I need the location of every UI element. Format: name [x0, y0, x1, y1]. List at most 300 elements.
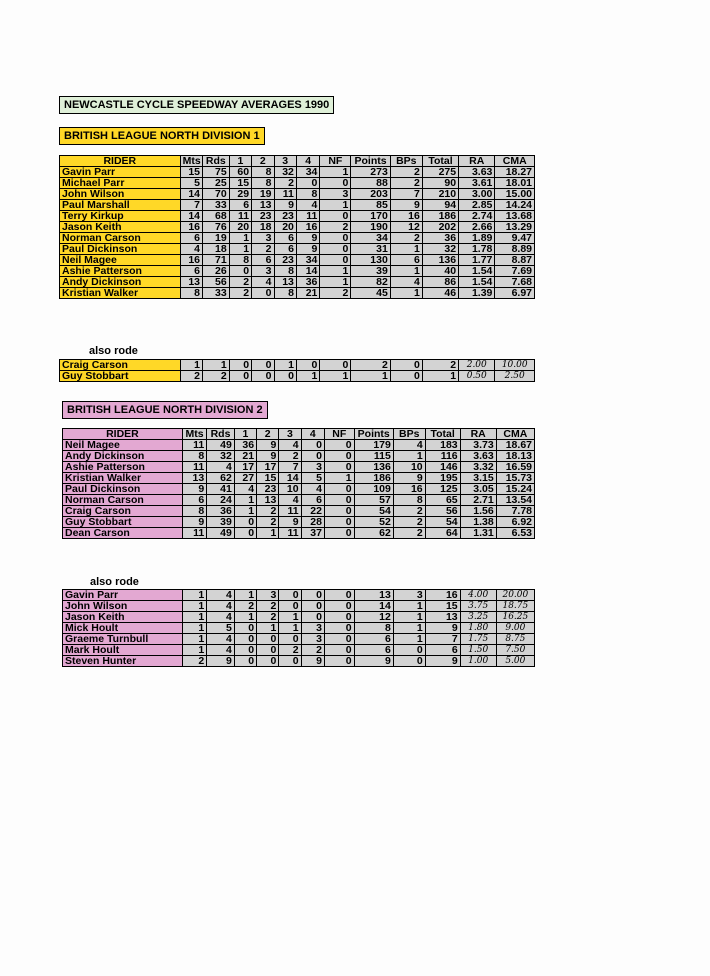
stat-cell: 4.00 — [460, 590, 496, 601]
stat-cell: 3.61 — [459, 178, 495, 189]
table-row — [60, 360, 535, 371]
stat-cell: 34 — [351, 233, 390, 244]
stat-cell: 7.78 — [496, 506, 534, 517]
stat-cell: 13 — [252, 200, 274, 211]
stat-cell: 3.05 — [460, 484, 496, 495]
stat-cell: 2 — [180, 371, 202, 382]
stat-cell: 9 — [425, 656, 460, 667]
stat-cell: 190 — [351, 222, 390, 233]
stat-cell: 2.74 — [459, 211, 495, 222]
stat-cell: 3.63 — [460, 451, 496, 462]
stat-cell: 18.27 — [495, 167, 535, 178]
stat-cell: 10 — [279, 484, 301, 495]
stat-cell: 4 — [252, 277, 274, 288]
stat-cell: 4 — [279, 495, 301, 506]
stat-cell: 90 — [422, 178, 458, 189]
rider-name-cell: Craig Carson — [60, 360, 181, 371]
div1-column-header: Mts — [180, 156, 202, 167]
stat-cell: 6 — [390, 255, 422, 266]
stat-cell: 109 — [354, 484, 393, 495]
stat-cell: 0 — [324, 440, 354, 451]
stat-cell: 82 — [351, 277, 390, 288]
stat-cell: 1.54 — [459, 277, 495, 288]
stat-cell: 65 — [425, 495, 460, 506]
stat-cell: 23 — [274, 255, 296, 266]
stat-cell: 37 — [301, 528, 324, 539]
rider-name-cell: Norman Carson — [63, 495, 183, 506]
stat-cell: 0 — [234, 517, 256, 528]
stat-cell: 14 — [279, 473, 301, 484]
stat-cell: 11 — [279, 506, 301, 517]
stat-cell: 14 — [180, 211, 202, 222]
table-row — [63, 656, 535, 667]
stat-cell: 7 — [180, 200, 202, 211]
stat-cell: 1 — [234, 590, 256, 601]
stat-cell: 2.66 — [459, 222, 495, 233]
stat-cell: 11 — [182, 440, 206, 451]
stat-cell: 16 — [180, 222, 202, 233]
stat-cell: 19 — [203, 233, 230, 244]
stat-cell: 186 — [422, 211, 458, 222]
stat-cell: 28 — [301, 517, 324, 528]
stat-cell: 0 — [320, 244, 351, 255]
div2-column-header: RIDER — [63, 429, 183, 440]
stat-cell: 2 — [182, 656, 206, 667]
stat-cell: 1 — [296, 371, 319, 382]
stat-cell: 8 — [393, 495, 425, 506]
stat-cell: 15 — [229, 178, 251, 189]
stat-cell: 1 — [393, 601, 425, 612]
table-row — [60, 167, 535, 178]
stat-cell: 3 — [252, 266, 274, 277]
table-row — [60, 288, 535, 299]
stat-cell: 8 — [182, 506, 206, 517]
stat-cell: 75 — [203, 167, 230, 178]
rider-name-cell: Dean Carson — [63, 528, 183, 539]
stat-cell: 1 — [390, 288, 422, 299]
stat-cell: 2 — [422, 360, 458, 371]
stat-cell: 36 — [422, 233, 458, 244]
rider-name-cell: Paul Marshall — [60, 200, 181, 211]
stat-cell: 12 — [390, 222, 422, 233]
stat-cell: 7.50 — [496, 645, 534, 656]
division-1-table — [59, 155, 535, 299]
stat-cell: 11 — [182, 462, 206, 473]
stat-cell: 210 — [422, 189, 458, 200]
stat-cell: 0 — [324, 601, 354, 612]
stat-cell: 3.32 — [460, 462, 496, 473]
stat-cell: 18 — [252, 222, 274, 233]
stat-cell: 2 — [390, 167, 422, 178]
stat-cell: 125 — [425, 484, 460, 495]
header-row — [60, 156, 535, 167]
stat-cell: 2 — [320, 288, 351, 299]
stat-cell: 1 — [320, 371, 351, 382]
stat-cell: 1 — [393, 451, 425, 462]
stat-cell: 1.75 — [460, 634, 496, 645]
rider-name-cell: Michael Parr — [60, 178, 181, 189]
stat-cell: 7 — [425, 634, 460, 645]
stat-cell: 6 — [274, 233, 296, 244]
division-2-also-rode-label: also rode — [90, 576, 139, 588]
stat-cell: 36 — [207, 506, 235, 517]
stat-cell: 1 — [320, 167, 351, 178]
table-row — [63, 451, 535, 462]
stat-cell: 0 — [279, 601, 301, 612]
div1-column-header: Total — [422, 156, 458, 167]
rider-name-cell: Guy Stobbart — [60, 371, 181, 382]
division-2-heading: BRITISH LEAGUE NORTH DIVISION 2 — [62, 401, 268, 419]
stat-cell: 0 — [257, 656, 279, 667]
stat-cell: 4 — [180, 244, 202, 255]
division-1-also-rode-label: also rode — [89, 345, 138, 357]
stat-cell: 1 — [279, 612, 301, 623]
div1-column-header: 4 — [296, 156, 319, 167]
stat-cell: 32 — [422, 244, 458, 255]
stat-cell: 3 — [301, 623, 324, 634]
table-row — [63, 623, 535, 634]
stat-cell: 3 — [257, 590, 279, 601]
stat-cell: 0 — [324, 495, 354, 506]
stat-cell: 146 — [425, 462, 460, 473]
table-row — [63, 612, 535, 623]
stat-cell: 60 — [229, 167, 251, 178]
div1-column-header: RIDER — [60, 156, 181, 167]
stat-cell: 1 — [320, 277, 351, 288]
stat-cell: 88 — [351, 178, 390, 189]
stat-cell: 11 — [274, 189, 296, 200]
stat-cell: 0 — [301, 612, 324, 623]
stat-cell: 2 — [274, 178, 296, 189]
stat-cell: 9.47 — [495, 233, 535, 244]
stat-cell: 1 — [257, 623, 279, 634]
stat-cell: 15.73 — [496, 473, 534, 484]
stat-cell: 15 — [425, 601, 460, 612]
stat-cell: 1.78 — [459, 244, 495, 255]
stat-cell: 3.73 — [460, 440, 496, 451]
stat-cell: 11 — [182, 528, 206, 539]
stat-cell: 3.63 — [459, 167, 495, 178]
stat-cell: 202 — [422, 222, 458, 233]
stat-cell: 23 — [252, 211, 274, 222]
stat-cell: 62 — [354, 528, 393, 539]
table-row — [60, 277, 535, 288]
division-2-table — [62, 428, 535, 539]
table-row — [60, 233, 535, 244]
rider-name-cell: Andy Dickinson — [60, 277, 181, 288]
stat-cell: 16 — [425, 590, 460, 601]
stat-cell: 2 — [229, 277, 251, 288]
stat-cell: 40 — [422, 266, 458, 277]
rider-name-cell: Neil Magee — [60, 255, 181, 266]
stat-cell: 1.00 — [460, 656, 496, 667]
stat-cell: 8 — [274, 266, 296, 277]
stat-cell: 2 — [320, 222, 351, 233]
stat-cell: 18.01 — [495, 178, 535, 189]
stat-cell: 203 — [351, 189, 390, 200]
stat-cell: 0 — [324, 623, 354, 634]
stat-cell: 3 — [393, 590, 425, 601]
stat-cell: 0 — [229, 266, 251, 277]
division-1-heading: BRITISH LEAGUE NORTH DIVISION 1 — [59, 127, 265, 145]
rider-name-cell: John Wilson — [60, 189, 181, 200]
stat-cell: 2 — [257, 612, 279, 623]
table-row — [60, 255, 535, 266]
stat-cell: 2 — [257, 517, 279, 528]
stat-cell: 52 — [354, 517, 393, 528]
stat-cell: 9 — [393, 473, 425, 484]
stat-cell: 0 — [390, 371, 422, 382]
stat-cell: 3.25 — [460, 612, 496, 623]
stat-cell: 2 — [203, 371, 230, 382]
stat-cell: 0 — [320, 233, 351, 244]
stat-cell: 2 — [257, 601, 279, 612]
stat-cell: 0 — [324, 517, 354, 528]
stat-cell: 9 — [390, 200, 422, 211]
stat-cell: 0 — [279, 634, 301, 645]
stat-cell: 15.24 — [496, 484, 534, 495]
stat-cell: 1 — [182, 623, 206, 634]
rider-name-cell: Steven Hunter — [63, 656, 183, 667]
stat-cell: 2 — [252, 244, 274, 255]
stat-cell: 34 — [296, 167, 319, 178]
div2-column-header: RA — [460, 429, 496, 440]
stat-cell: 36 — [234, 440, 256, 451]
div1-column-header: 3 — [274, 156, 296, 167]
rider-name-cell: Guy Stobbart — [63, 517, 183, 528]
rider-name-cell: Neil Magee — [63, 440, 183, 451]
stat-cell: 1 — [393, 623, 425, 634]
stat-cell: 76 — [203, 222, 230, 233]
stat-cell: 0 — [324, 484, 354, 495]
stat-cell: 0 — [252, 371, 274, 382]
div2-column-header: 2 — [257, 429, 279, 440]
stat-cell: 23 — [257, 484, 279, 495]
stat-cell: 9 — [257, 440, 279, 451]
stat-cell: 49 — [207, 528, 235, 539]
stat-cell: 1.31 — [460, 528, 496, 539]
stat-cell: 136 — [354, 462, 393, 473]
stat-cell: 33 — [203, 200, 230, 211]
stat-cell: 0 — [229, 360, 251, 371]
table-row — [60, 222, 535, 233]
stat-cell: 15 — [257, 473, 279, 484]
stat-cell: 0 — [301, 440, 324, 451]
stat-cell: 8.75 — [496, 634, 534, 645]
stat-cell: 9 — [425, 623, 460, 634]
div1-column-header: BPs — [390, 156, 422, 167]
stat-cell: 14 — [180, 189, 202, 200]
stat-cell: 1 — [422, 371, 458, 382]
div2-column-header: BPs — [393, 429, 425, 440]
stat-cell: 0 — [234, 645, 256, 656]
stat-cell: 130 — [351, 255, 390, 266]
stat-cell: 4 — [207, 645, 235, 656]
stat-cell: 8 — [252, 178, 274, 189]
stat-cell: 18.75 — [496, 601, 534, 612]
stat-cell: 18 — [203, 244, 230, 255]
stat-cell: 6 — [425, 645, 460, 656]
stat-cell: 13 — [182, 473, 206, 484]
stat-cell: 11 — [296, 211, 319, 222]
stat-cell: 1 — [234, 612, 256, 623]
stat-cell: 7.68 — [495, 277, 535, 288]
stat-cell: 86 — [422, 277, 458, 288]
stat-cell: 0 — [234, 634, 256, 645]
stat-cell: 13 — [180, 277, 202, 288]
stat-cell: 1 — [279, 623, 301, 634]
stat-cell: 21 — [234, 451, 256, 462]
stat-cell: 9 — [274, 200, 296, 211]
stat-cell: 9 — [257, 451, 279, 462]
stat-cell: 1 — [324, 473, 354, 484]
stat-cell: 1 — [180, 360, 202, 371]
stat-cell: 0 — [252, 288, 274, 299]
rider-name-cell: Ashie Patterson — [63, 462, 183, 473]
stat-cell: 2 — [390, 178, 422, 189]
stat-cell: 0 — [296, 360, 319, 371]
stat-cell: 20 — [274, 222, 296, 233]
stat-cell: 6 — [180, 233, 202, 244]
stat-cell: 1 — [229, 233, 251, 244]
div2-column-header: 1 — [234, 429, 256, 440]
div1-column-header: NF — [320, 156, 351, 167]
stat-cell: 9 — [207, 656, 235, 667]
stat-cell: 5.00 — [496, 656, 534, 667]
stat-cell: 9 — [182, 484, 206, 495]
stat-cell: 1 — [390, 266, 422, 277]
stat-cell: 0 — [324, 634, 354, 645]
stat-cell: 2.00 — [459, 360, 495, 371]
stat-cell: 20.00 — [496, 590, 534, 601]
stat-cell: 1.77 — [459, 255, 495, 266]
stat-cell: 70 — [203, 189, 230, 200]
stat-cell: 2 — [351, 360, 390, 371]
stat-cell: 2 — [390, 233, 422, 244]
stat-cell: 4 — [390, 277, 422, 288]
rider-name-cell: Andy Dickinson — [63, 451, 183, 462]
stat-cell: 1 — [229, 244, 251, 255]
stat-cell: 32 — [207, 451, 235, 462]
div2-column-header: Total — [425, 429, 460, 440]
stat-cell: 7 — [279, 462, 301, 473]
div1-column-header: CMA — [495, 156, 535, 167]
stat-cell: 3.00 — [459, 189, 495, 200]
stat-cell: 0 — [257, 645, 279, 656]
stat-cell: 12 — [354, 612, 393, 623]
stat-cell: 15 — [180, 167, 202, 178]
stat-cell: 9 — [296, 244, 319, 255]
stat-cell: 3 — [301, 634, 324, 645]
stat-cell: 16 — [296, 222, 319, 233]
stat-cell: 54 — [425, 517, 460, 528]
stat-cell: 0 — [234, 623, 256, 634]
stat-cell: 22 — [301, 506, 324, 517]
stat-cell: 4 — [296, 200, 319, 211]
stat-cell: 5 — [301, 473, 324, 484]
stat-cell: 0 — [301, 601, 324, 612]
rider-name-cell: Mick Hoult — [63, 623, 183, 634]
stat-cell: 1.54 — [459, 266, 495, 277]
stat-cell: 2 — [279, 451, 301, 462]
stat-cell: 0 — [324, 528, 354, 539]
stat-cell: 71 — [203, 255, 230, 266]
stat-cell: 273 — [351, 167, 390, 178]
stat-cell: 56 — [203, 277, 230, 288]
stat-cell: 7.69 — [495, 266, 535, 277]
stat-cell: 1 — [182, 612, 206, 623]
stat-cell: 13 — [425, 612, 460, 623]
stat-cell: 3.75 — [460, 601, 496, 612]
page-title: NEWCASTLE CYCLE SPEEDWAY AVERAGES 1990 — [59, 96, 334, 114]
stat-cell: 49 — [207, 440, 235, 451]
stat-cell: 183 — [425, 440, 460, 451]
stat-cell: 0 — [274, 371, 296, 382]
table-row — [63, 645, 535, 656]
stat-cell: 5 — [207, 623, 235, 634]
table-row — [63, 601, 535, 612]
stat-cell: 85 — [351, 200, 390, 211]
stat-cell: 36 — [296, 277, 319, 288]
table-row — [63, 462, 535, 473]
div2-column-header: Mts — [182, 429, 206, 440]
stat-cell: 195 — [425, 473, 460, 484]
stat-cell: 19 — [252, 189, 274, 200]
stat-cell: 1 — [203, 360, 230, 371]
stat-cell: 0 — [324, 645, 354, 656]
stat-cell: 0 — [320, 178, 351, 189]
stat-cell: 27 — [234, 473, 256, 484]
stat-cell: 11 — [279, 528, 301, 539]
stat-cell: 6.92 — [496, 517, 534, 528]
stat-cell: 3 — [252, 233, 274, 244]
rider-name-cell: Kristian Walker — [60, 288, 181, 299]
rider-name-cell: Gavin Parr — [60, 167, 181, 178]
stat-cell: 1 — [390, 244, 422, 255]
stat-cell: 9 — [296, 233, 319, 244]
stat-cell: 16.59 — [496, 462, 534, 473]
stat-cell: 4 — [207, 590, 235, 601]
stat-cell: 0 — [320, 255, 351, 266]
stat-cell: 275 — [422, 167, 458, 178]
rider-name-cell: John Wilson — [63, 601, 183, 612]
table-row — [63, 528, 535, 539]
stat-cell: 8 — [252, 167, 274, 178]
rider-name-cell: Norman Carson — [60, 233, 181, 244]
div2-column-header: Points — [354, 429, 393, 440]
rider-name-cell: Kristian Walker — [63, 473, 183, 484]
stat-cell: 3.15 — [460, 473, 496, 484]
div1-column-header: Points — [351, 156, 390, 167]
rider-name-cell: Craig Carson — [63, 506, 183, 517]
table-row — [60, 178, 535, 189]
stat-cell: 0 — [324, 506, 354, 517]
stat-cell: 41 — [207, 484, 235, 495]
div2-column-header: 3 — [279, 429, 301, 440]
stat-cell: 17 — [234, 462, 256, 473]
div1-column-header: Rds — [203, 156, 230, 167]
stat-cell: 9 — [182, 517, 206, 528]
stat-cell: 0 — [234, 528, 256, 539]
rider-name-cell: Mark Hoult — [63, 645, 183, 656]
stat-cell: 1 — [234, 506, 256, 517]
stat-cell: 6.97 — [495, 288, 535, 299]
stat-cell: 0 — [301, 590, 324, 601]
stat-cell: 4 — [207, 634, 235, 645]
div1-column-header: 2 — [252, 156, 274, 167]
stat-cell: 23 — [274, 211, 296, 222]
stat-cell: 11 — [229, 211, 251, 222]
